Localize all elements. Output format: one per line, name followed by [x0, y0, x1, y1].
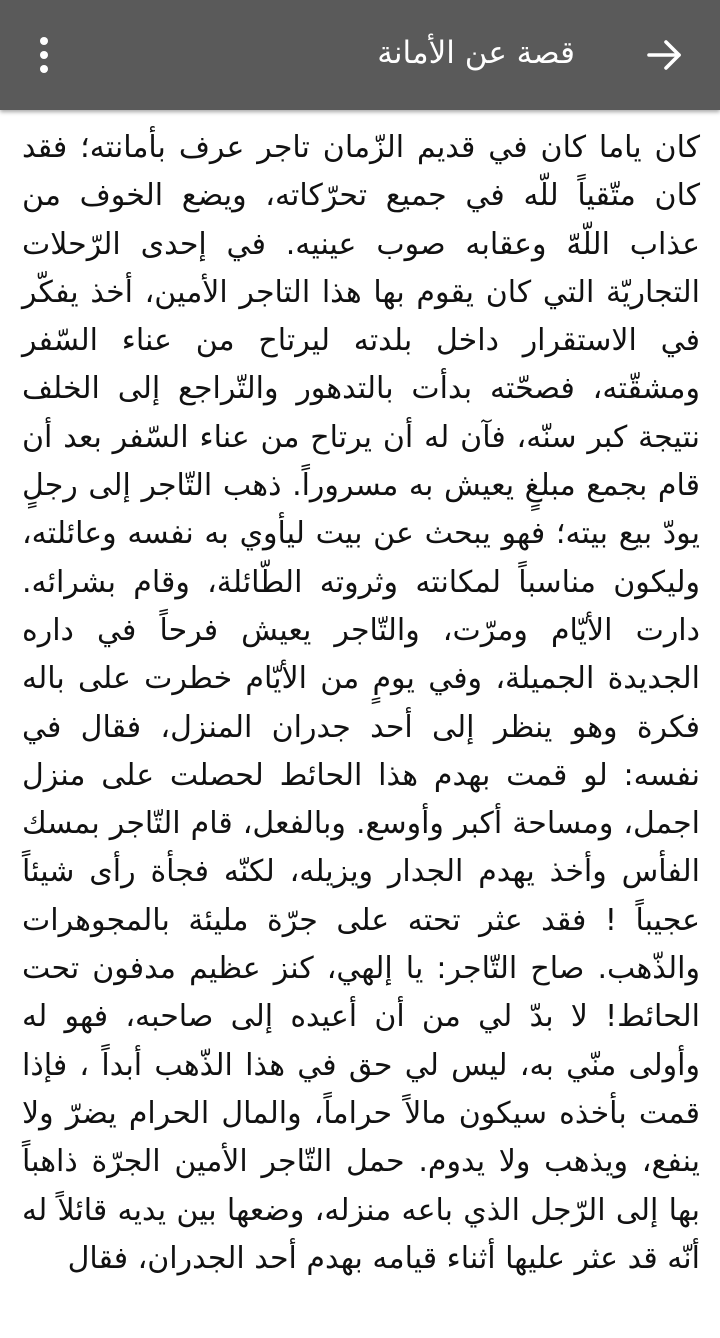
more-vertical-icon-dot: [40, 65, 48, 73]
back-button[interactable]: [640, 30, 690, 80]
story-scroll-view[interactable]: [0, 110, 720, 1338]
app-bar: [0, 0, 720, 110]
arrow-forward-icon: [647, 39, 683, 71]
overflow-menu-button[interactable]: [24, 30, 64, 80]
more-vertical-icon: [40, 37, 48, 45]
page-title: قصة عن الأمانة: [377, 35, 575, 71]
story-text: كان ياما كان في قديم الزّمان تاجر عرف بأمانته؛ فقد كان متّقياً للّه في جميع تحرّكاته، ويضع الخوف من عذاب اللّهّ وعقابه صوب عينيه. في إحدى الرّحلات التجاريّة التي كان يقوم بها هذا التاجر الأمين، أخذ يفكّر في الاستقرار داخل بلدته ليرتاح من عناء السّفر ومشقّته، فصحّته بدأت بالتدهور والتّراجع إلى الخلف نتيجة كبر سنّه، فآن له أن يرتاح من عناء السّفر بعد أن قام بجمع مبلغٍ يعيش به مسروراً. ذهب التّاجر إلى رجلٍ يودّ بيع بيته؛ فهو يبحث عن بيت ليأوي به نفسه وعائلته، وليكون مناسباً لمكانته وثروته الطّائلة، وقام بشرائه. دارت الأيّام ومرّت، والتّاجر يعيش فرحاً في داره الجديدة الجميلة، وفي يومٍ من الأيّام خطرت على باله فكرة وهو ينظر إلى أحد جدران المنزل، فقال في نفسه: لو قمت بهدم هذا الحائط لحصلت على منزل اجمل، ومساحة أكبر وأوسع. وبالفعل، قام التّاجر بمسك الفأس وأخذ يهدم الجدار ويزيله، لكنّه فجأة رأى شيئاً عجيباً ! فقد عثر تحته على جرّة مليئة بالمجوهرات والذّهب. صاح التّاجر: يا إلهي، كنز عظيم مدفون تحت الحائط! لا بدّ لي من أن أعيده إلى صاحبه، فهو له وأولى منّي به، ليس لي حق في هذا الذّهب أبداً ، فإذا قمت بأخذه سيكون مالاً حراماً، والمال الحرام يضرّ ولا ينفع، ويذهب ولا يدوم. حمل التّاجر الأمين الجرّة ذاهباً بها إلى الرّجل الذي باعه منزله، وضعها بين يديه قائلاً له أنّه قد عثر عليها أثناء قيامه بهدم أحد الجدران، فقال: [22, 130, 700, 1276]
more-vertical-icon-dot: [40, 51, 48, 59]
